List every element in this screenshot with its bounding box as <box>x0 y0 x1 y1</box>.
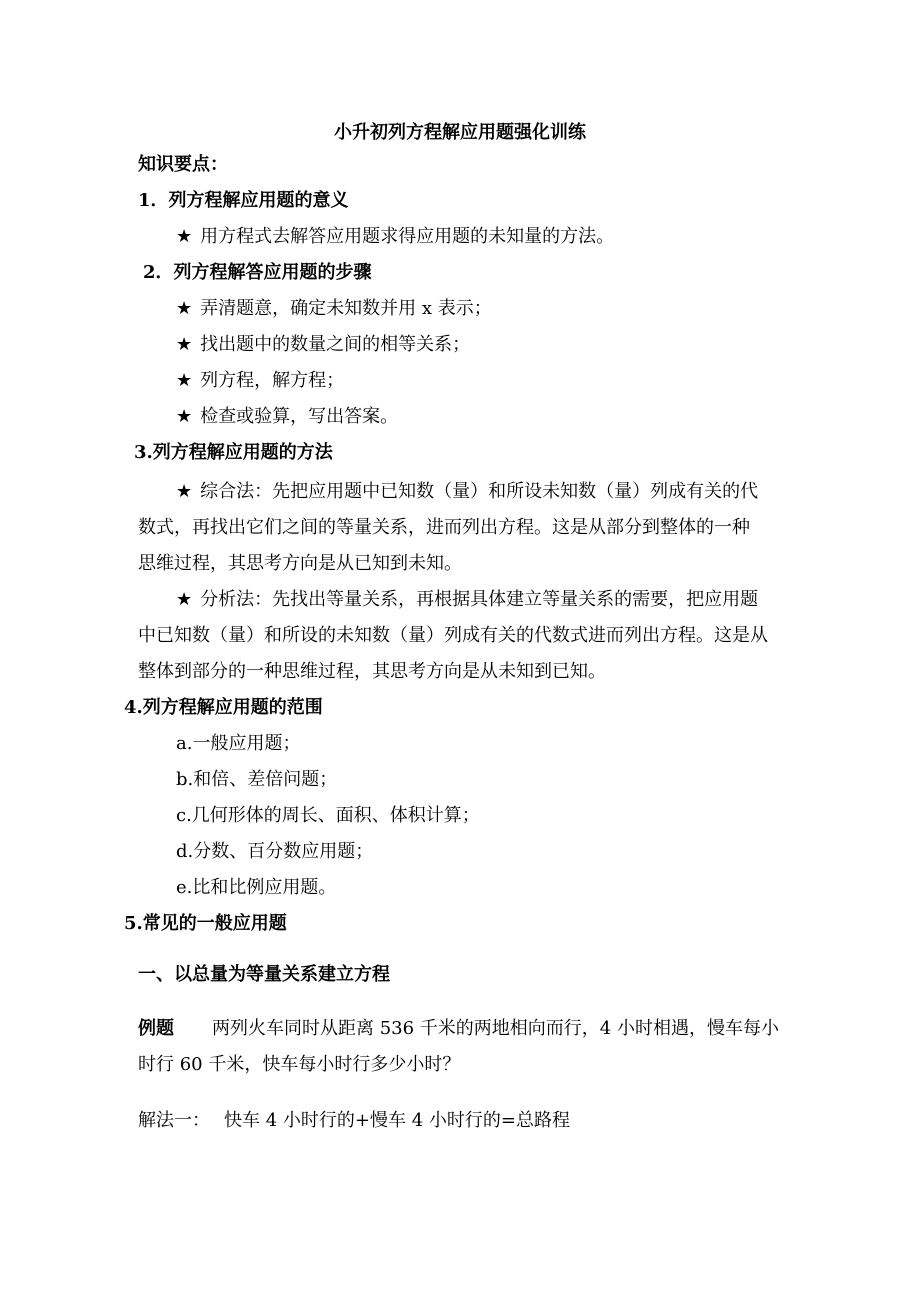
item-text: 弄清题意，确定未知数并用 x 表示； <box>200 298 492 319</box>
item-text: 检查或验算，写出答案。 <box>200 406 399 427</box>
section-4-item: a.一般应用题； <box>176 733 301 754</box>
star-icon: ★ <box>176 298 193 319</box>
method-analysis-line-1 <box>176 588 758 612</box>
section-2-item <box>176 369 344 393</box>
solution-text: 快车 4 小时行的+慢车 4 小时行的=总路程 <box>224 1110 570 1131</box>
method-synthesis-line-2: 数式，再找出它们之间的等量关系，进而列出方程。这是从部分到整体的一种 <box>138 517 750 538</box>
star-icon: ★ <box>176 370 193 391</box>
star-icon: ★ <box>176 589 193 610</box>
section-4-item: b.和倍、差倍问题； <box>176 769 338 790</box>
sub-heading: 一、以总量为等量关系建立方程 <box>138 964 390 985</box>
example-text: 两列火车同时从距离 536 千米的两地相向而行，4 小时相遇，慢车每小 <box>212 1018 779 1039</box>
section-5-heading: 5.常见的一般应用题 <box>124 913 287 934</box>
section-4-item: e.比和比例应用题。 <box>176 877 337 898</box>
method-analysis-line-2: 中已知数（量）和所设的未知数（量）列成有关的代数式进而列出方程。这是从 <box>138 625 768 646</box>
method-analysis-line-3: 整体到部分的一种思维过程，其思考方向是从未知到已知。 <box>138 661 606 682</box>
section-3-heading: 3.列方程解应用题的方法 <box>134 442 333 463</box>
solution-line <box>138 1109 570 1133</box>
star-icon: ★ <box>176 481 193 502</box>
line-text: 综合法：先把应用题中已知数（量）和所设未知数（量）列成有关的代 <box>200 481 759 502</box>
section-2-item <box>176 333 470 357</box>
document-title: 小升初列方程解应用题强化训练 <box>334 122 586 143</box>
example-line-2: 时行 60 千米，快车每小时行多少小时？ <box>138 1054 461 1075</box>
item-text: 列方程，解方程； <box>200 370 345 391</box>
section-2-heading: 2．列方程解答应用题的步骤 <box>143 262 372 283</box>
method-synthesis-line-1 <box>176 480 758 504</box>
line-text: 分析法：先找出等量关系，再根据具体建立等量关系的需要，把应用题 <box>200 589 759 610</box>
section-1-heading: 1．列方程解应用题的意义 <box>138 190 349 211</box>
section-4-item: c.几何形体的周长、面积、体积计算； <box>176 805 480 826</box>
knowledge-heading: 知识要点： <box>138 154 228 175</box>
star-icon: ★ <box>176 334 193 355</box>
item-text: 找出题中的数量之间的相等关系； <box>200 334 471 355</box>
section-1-item <box>176 225 614 249</box>
item-text: 用方程式去解答应用题求得应用题的未知量的方法。 <box>200 226 615 247</box>
section-4-item: d.分数、百分数应用题； <box>176 841 374 862</box>
example-line-1 <box>138 1017 779 1041</box>
section-4-heading: 4.列方程解应用题的范围 <box>124 697 323 718</box>
example-label: 例题 <box>138 1018 174 1039</box>
solution-label: 解法一： <box>138 1110 210 1131</box>
star-icon: ★ <box>176 226 193 247</box>
section-2-item <box>176 297 492 321</box>
method-synthesis-line-3: 思维过程，其思考方向是从已知到未知。 <box>138 553 462 574</box>
star-icon: ★ <box>176 406 193 427</box>
section-2-item <box>176 405 398 429</box>
